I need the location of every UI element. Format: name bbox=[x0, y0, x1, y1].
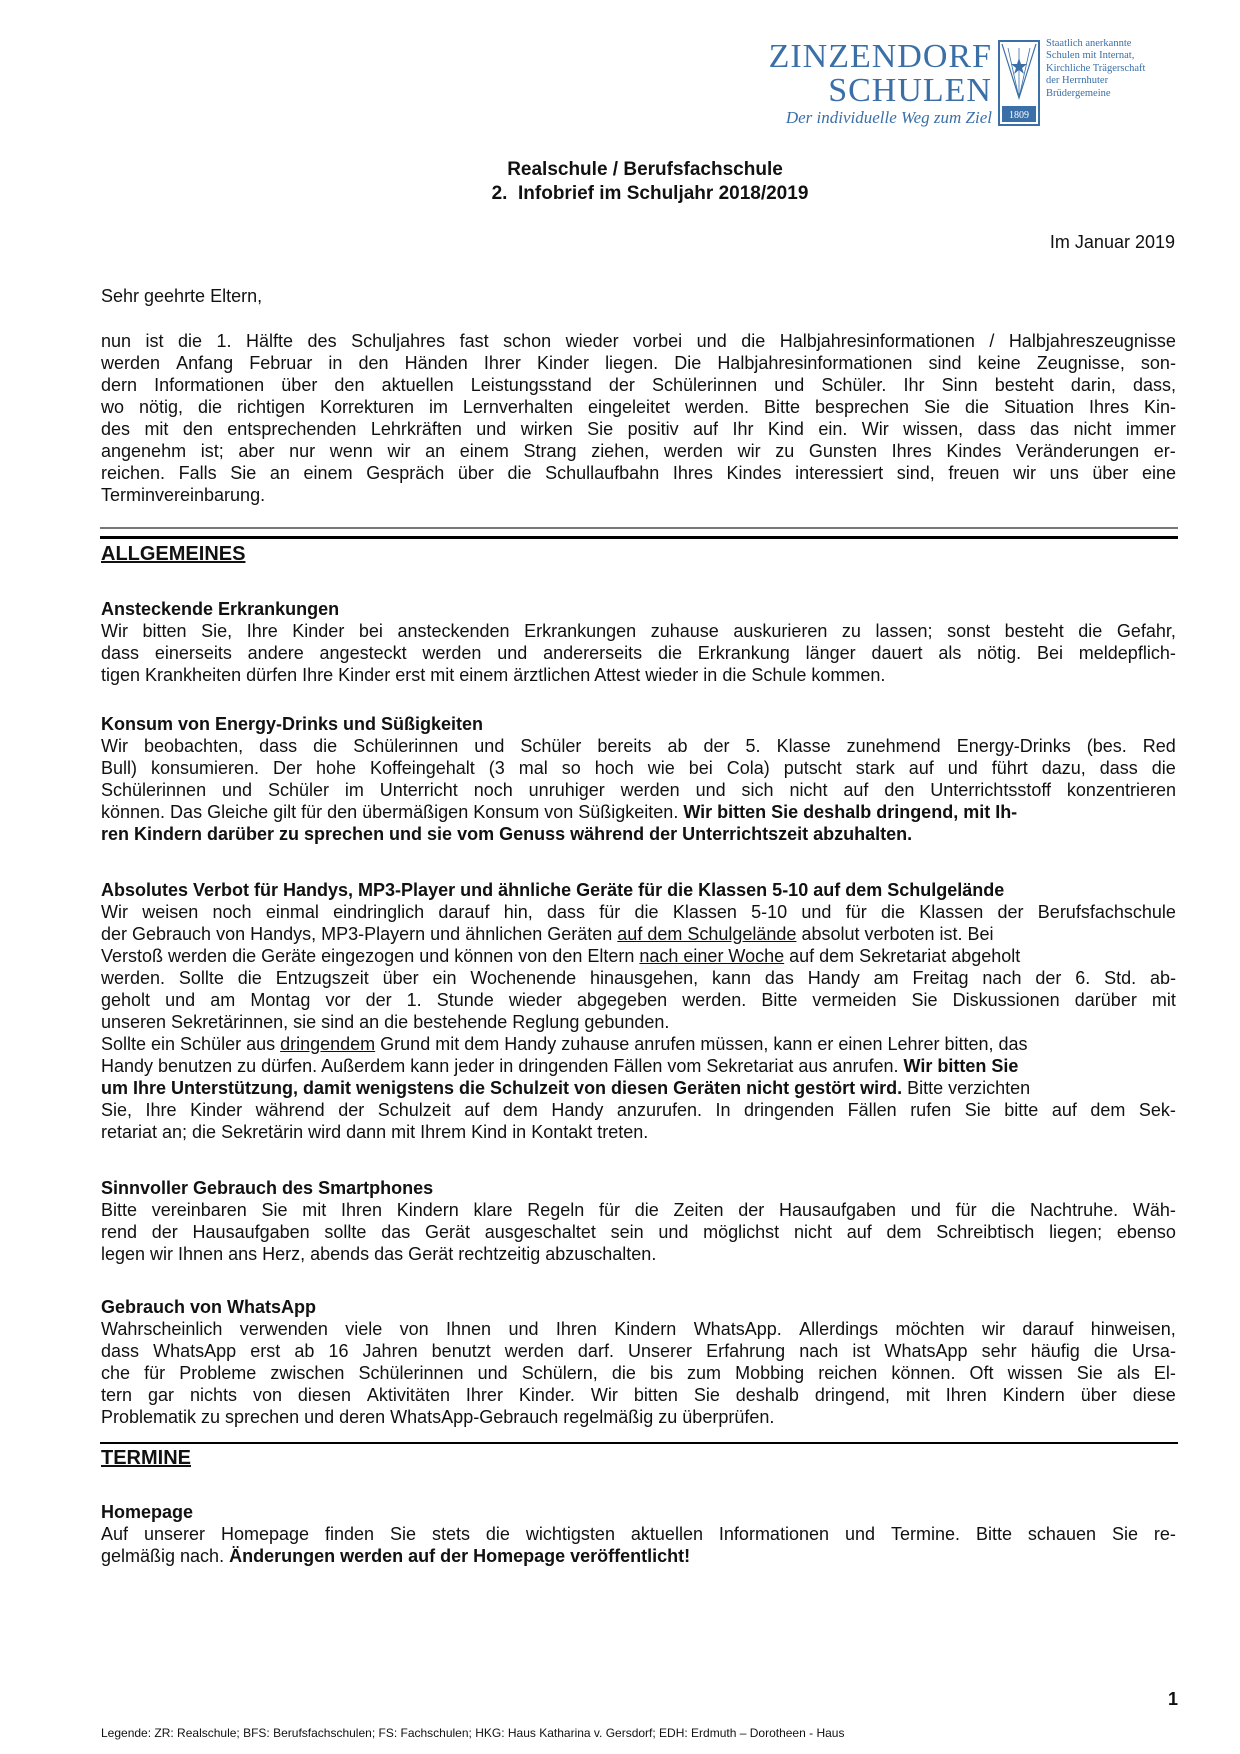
text-line: nun ist die 1. Hälfte des Schuljahres fast schon wieder vorbei und die Halbjahresinformationen / Halbjahreszeugnisse bbox=[101, 331, 1176, 351]
school-logo bbox=[712, 36, 1172, 127]
text-line: Sie, Ihre Kinder während der Schulzeit auf dem Handy anzurufen. In dringenden Fällen rufen Sie bitte auf dem Sek- bbox=[101, 1100, 1176, 1120]
text-line: Wir beobachten, dass die Schülerinnen und Schüler bereits ab der 5. Klasse zunehmend Energy-Drinks (bes. Red bbox=[101, 736, 1176, 756]
logo-side-line: Brüdergemeine bbox=[1046, 87, 1111, 99]
greeting bbox=[101, 285, 1176, 307]
text-line: tigen Krankheiten dürfen Ihre Kinder erst mit einem ärztlichen Attest wieder in die Schule kommen. bbox=[101, 665, 886, 685]
greeting-text: Sehr geehrte Eltern, bbox=[101, 286, 263, 306]
logo-year: 1809 bbox=[1009, 110, 1029, 121]
logo-side-text bbox=[1046, 38, 1174, 100]
subheading: Gebrauch von WhatsApp bbox=[101, 1297, 317, 1317]
text-line: Bitte vereinbaren Sie mit Ihren Kindern klare Regeln für die Zeiten der Hausaufgaben und für die Nachtruhe. Wäh- bbox=[101, 1200, 1176, 1220]
divider bbox=[100, 536, 1178, 539]
text-line: dass WhatsApp erst ab 16 Jahren benutzt werden darf. Unserer Erfahrung nach ist WhatsApp sehr häufig die Ursa- bbox=[101, 1341, 1176, 1361]
logo-side-line: Schulen mit Internat, bbox=[1046, 50, 1135, 62]
subheading: Homepage bbox=[101, 1502, 194, 1522]
section-whatsapp bbox=[101, 1296, 1176, 1428]
text-line: Wahrscheinlich verwenden viele von Ihnen und Ihren Kindern WhatsApp. Allerdings möchten wir darauf hinweisen, bbox=[101, 1319, 1176, 1339]
intro-paragraph bbox=[101, 330, 1176, 506]
text-line: Schülerinnen und Schüler im Unterricht noch unruhiger werden und sich nicht auf den Unterrichtsstoff konzentrieren bbox=[101, 780, 1176, 800]
text-line: Wir weisen noch einmal eindringlich darauf hin, dass für die Klassen 5-10 und für die Klassen der Berufsfachschule bbox=[101, 902, 1176, 922]
text-line: rend der Hausaufgaben sollte das Gerät ausgeschaltet sein und möglichst nicht auf dem Schreibtisch liegen; ebenso bbox=[101, 1222, 1176, 1242]
section-handy-verbot bbox=[101, 879, 1176, 1143]
text-line: werden Anfang Februar in den Händen Ihrer Kinder liegen. Die Halbjahresinformationen sind keine Zeugnisse, son- bbox=[101, 353, 1176, 373]
logo-line2: SCHULEN bbox=[828, 72, 992, 109]
text-line: dern Informationen über den aktuellen Leistungsstand der Schülerinnen und Schüler. Ihr Sinn besteht darin, dass, bbox=[101, 375, 1176, 395]
text-line: Handy benutzen zu dürfen. Außerdem kann jeder in dringenden Fällen vom Sekretariat aus anrufen. Wir bitten Sie bbox=[101, 1056, 1019, 1076]
text-line: che für Probleme zwischen Schülerinnen und Schülern, die bis zum Mobbing reichen können. Oft wissen Sie als El- bbox=[101, 1363, 1176, 1383]
letter-date: Im Januar 2019 bbox=[1049, 232, 1175, 252]
text-line: Terminvereinbarung. bbox=[101, 485, 266, 505]
document-title bbox=[0, 158, 1240, 206]
text-line: ren Kindern darüber zu sprechen und sie vom Genuss während der Unterrichtszeit abzuhalten. bbox=[101, 824, 913, 844]
subheading: Absolutes Verbot für Handys, MP3-Player und ähnliche Geräte für die Klassen 5-10 auf dem Schulgelände bbox=[101, 880, 1005, 900]
text-line: um Ihre Unterstützung, damit wenigstens die Schulzeit von diesen Geräten nicht gestört wird. Bitte verzichten bbox=[101, 1078, 1031, 1098]
logo-side-line: Kirchliche Trägerschaft bbox=[1046, 62, 1146, 74]
text-line: Wir bitten Sie, Ihre Kinder bei ansteckenden Erkrankungen zuhause auskurieren zu lassen; sonst besteht die Gefahr, bbox=[101, 621, 1176, 641]
logo-line1: ZINZENDORF bbox=[768, 38, 992, 75]
subheading: Konsum von Energy-Drinks und Süßigkeiten bbox=[101, 714, 484, 734]
section-erkrankungen bbox=[101, 598, 1176, 686]
title-line2: 2. Infobrief im Schuljahr 2018/2019 bbox=[491, 183, 809, 204]
text-line: wo nötig, die richtigen Korrekturen im Lernverhalten eingeleitet werden. Bitte besprechen Sie die Situation Ihres Kin- bbox=[101, 397, 1176, 417]
text-line: dass einerseits andere angesteckt werden und andererseits die Erkrankung länger dauert als nötig. Bei meldepflich- bbox=[101, 643, 1176, 663]
title-line1: Realschule / Berufsfachschule bbox=[507, 159, 783, 180]
text-line: tern gar nichts von diesen Aktivitäten Ihrer Kinder. Wir bitten Sie deshalb dringend, mit Ihren Kindern über diese bbox=[101, 1385, 1176, 1405]
text-line: werden. Sollte die Entzugszeit über ein Wochenende hinausgehen, kann das Handy am Freitag nach der 6. Std. ab- bbox=[101, 968, 1176, 988]
footer-legend: Legende: ZR: Realschule; BFS: Berufsfachschulen; FS: Fachschulen; HKG: Haus Katharina v. Gersdorf; EDH: Erdmuth – Dorotheen - Haus bbox=[101, 1726, 845, 1740]
logo-tagline: Der individuelle Weg zum Ziel bbox=[785, 108, 992, 127]
text-line: des mit den entsprechenden Lehrkräften und wirken Sie positiv auf Ihr Kind ein. Wir wissen, dass das nicht immer bbox=[101, 419, 1176, 439]
section-homepage bbox=[101, 1501, 1176, 1567]
text-line: unseren Sekretärinnen, sie sind an die bestehende Reglung gebunden. bbox=[101, 1012, 670, 1032]
section-heading-termine: TERMINE bbox=[101, 1447, 191, 1469]
section-smartphone bbox=[101, 1177, 1176, 1265]
text-line: reichen. Falls Sie an einem Gespräch über die Schullaufbahn Ihres Kindes interessiert sind, freuen wir uns über eine bbox=[101, 463, 1176, 483]
subheading: Ansteckende Erkrankungen bbox=[101, 599, 340, 619]
page-number: 1 bbox=[1167, 1689, 1178, 1709]
text-line: können. Das Gleiche gilt für den übermäßigen Konsum von Süßigkeiten. Wir bitten Sie deshalb dringend, mit Ih- bbox=[101, 802, 1018, 822]
section-heading-allgemeines: ALLGEMEINES bbox=[101, 543, 246, 565]
text-line: Bull) konsumieren. Der hohe Koffeingehalt (3 mal so hoch wie bei Cola) putscht stark auf und führt dazu, dass die bbox=[101, 758, 1176, 778]
logo-side-line: der Herrnhuter bbox=[1046, 75, 1109, 87]
star-emblem-icon bbox=[998, 40, 1040, 126]
text-line: geholt und am Montag vor der 1. Stunde wieder abgegeben werden. Bitte vermeiden Sie Diskussionen darüber mit bbox=[101, 990, 1176, 1010]
text-line: gelmäßig nach. Änderungen werden auf der Homepage veröffentlicht! bbox=[101, 1546, 691, 1566]
divider bbox=[100, 527, 1178, 529]
text-line: Problematik zu sprechen und deren WhatsApp-Gebrauch regelmäßig zu überprüfen. bbox=[101, 1407, 775, 1427]
text-line: legen wir Ihnen ans Herz, abends das Gerät rechtzeitig abzuschalten. bbox=[101, 1244, 657, 1264]
subheading: Sinnvoller Gebrauch des Smartphones bbox=[101, 1178, 434, 1198]
text-line: Verstoß werden die Geräte eingezogen und können von den Eltern nach einer Woche auf dem Sekretariat abgeholt bbox=[101, 946, 1021, 966]
text-line: der Gebrauch von Handys, MP3-Playern und ähnlichen Geräten auf dem Schulgelände absolut verboten ist. Bei bbox=[101, 924, 994, 944]
text-line: Auf unserer Homepage finden Sie stets die wichtigsten aktuellen Informationen und Termine. Bitte schauen Sie re- bbox=[101, 1524, 1176, 1544]
section-energy-drinks bbox=[101, 713, 1176, 845]
text-line: retariat an; die Sekretärin wird dann mit Ihrem Kind in Kontakt treten. bbox=[101, 1122, 649, 1142]
text-line: angenehm ist; aber nur wenn wir an einem Strang ziehen, werden wir zu Gunsten Ihres Kindes Veränderungen er- bbox=[101, 441, 1176, 461]
divider bbox=[100, 1442, 1178, 1444]
text-line: Sollte ein Schüler aus dringendem Grund mit dem Handy zuhause anrufen müssen, kann er einen Lehrer bitten, das bbox=[101, 1034, 1028, 1054]
logo-side-line: Staatlich anerkannte bbox=[1046, 38, 1132, 49]
